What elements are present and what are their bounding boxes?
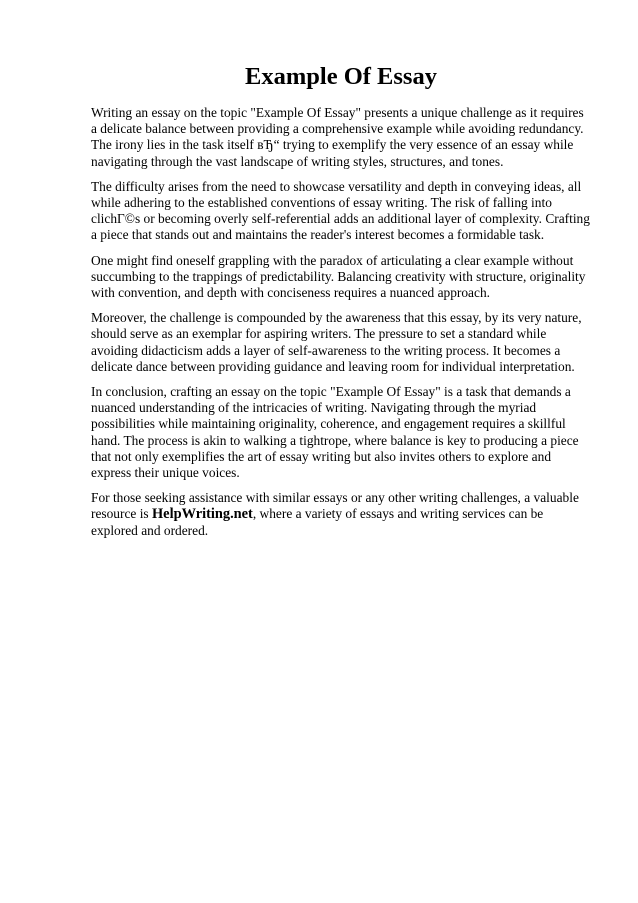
closing-text-after: , where a variety of essays and writing services can be explored and ordered. [91,506,544,538]
document-page [91,62,591,548]
closing-paragraph [91,490,591,539]
closing-text-before: For those seeking assistance with similar essays or any other writing challenges, a valuable resource is [91,490,579,522]
paragraph-3: One might find oneself grappling with the paradox of articulating a clear example without succumbing to the trappings of predictability. Balancing creativity with structure, originality with convention, and depth with conciseness requires a nuanced approach. [91,252,586,301]
paragraph-1: Writing an essay on the topic "Example Of Essay" presents a unique challenge as it requires a delicate balance between providing a comprehensive example while avoiding redundancy. The irony lies in the task itself вЂ“ trying to exemplify the very essence of an essay while navigating through the vast landscape of writing styles, structures, and tones. [91,105,584,169]
document-title: Example Of Essay [245,63,437,90]
paragraph-4: Moreover, the challenge is compounded by the awareness that this essay, by its very nature, should serve as an exemplar for aspiring writers. The pressure to set a standard while avoiding didacticism adds a layer of self-awareness to the writing process. It becomes a delicate dance between providing guidance and leaving room for individual interpretation. [91,310,582,374]
helpwriting-link[interactable]: HelpWriting.net [151,506,253,523]
paragraph-2: The difficulty arises from the need to showcase versatility and depth in conveying ideas, all while adhering to the established conventions of essay writing. The risk of falling into clichГ©s or becoming overly self-referential adds an additional layer of complexity. Crafting a piece that stands out and maintains the reader's interest becomes a formidable task. [91,178,590,243]
paragraph-5: In conclusion, crafting an essay on the topic "Example Of Essay" is a task that demands a nuanced understanding of the intricacies of writing. Navigating through the myriad possibilities while maintaining originality, coherence, and engagement requires a skillful hand. The process is akin to walking a tightrope, where balance is key to producing a piece that not only exemplifies the art of essay writing but also invites others to explore and express their unique voices. [91,384,579,481]
